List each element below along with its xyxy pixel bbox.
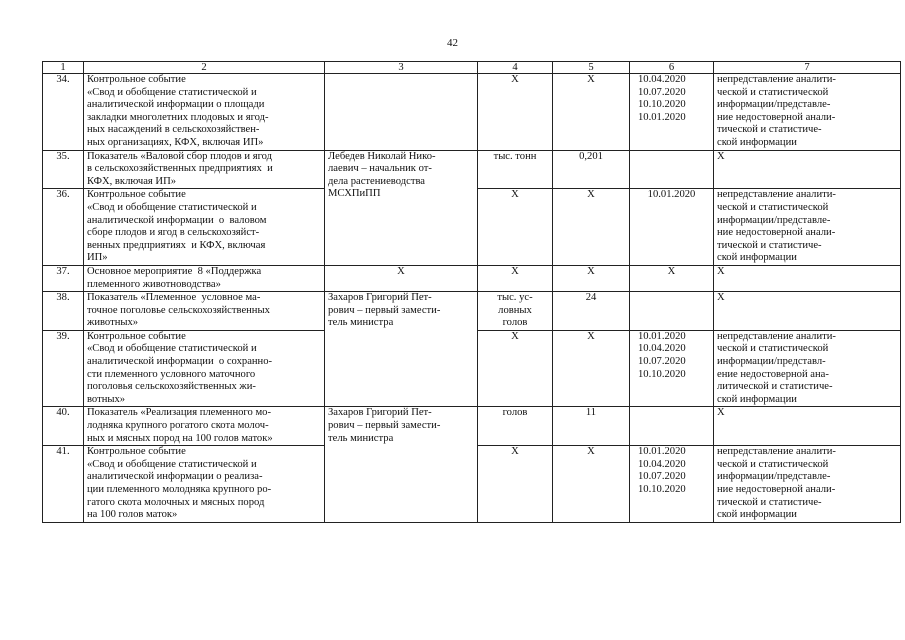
row-description: Показатель «Валовой сбор плодов и ягод в сельскохозяйственных предприятиях и КФХ, включая ИП» xyxy=(84,150,325,189)
row-responsible: Захаров Григорий Пет- рович – первый замести- тель министра xyxy=(325,407,478,522)
row-risk: X xyxy=(714,265,901,291)
table-row xyxy=(43,74,901,151)
table-row xyxy=(43,150,901,189)
row-description: Контрольное событие «Свод и обобщение статистической и аналитической информации о площади закладки многолетних плодовых и ягод- ных насаждений в сельскохозяйствен- ных организациях, КФХ, включая ИП» xyxy=(84,74,325,151)
page-number: 42 xyxy=(447,37,458,49)
row-number: 35. xyxy=(43,150,84,189)
row-dates xyxy=(630,150,714,189)
column-header: 2 xyxy=(84,62,325,74)
row-dates xyxy=(630,292,714,331)
row-number: 39. xyxy=(43,330,84,407)
row-description: Показатель «Племенное условное ма- точное поголовье сельскохозяйственных животных» xyxy=(84,292,325,331)
column-header: 3 xyxy=(325,62,478,74)
row-risk: непредставление аналити- ческой и статистической информации/представле- ние недостоверной анали- тической и статистиче- ской информации xyxy=(714,189,901,266)
column-header: 1 xyxy=(43,62,84,74)
row-risk: X xyxy=(714,292,901,331)
row-description: Показатель «Реализация племенного мо- лодняка крупного рогатого скота молоч- ных и мясных пород на 100 голов маток» xyxy=(84,407,325,446)
row-dates: X xyxy=(630,265,714,291)
row-description: Контрольное событие «Свод и обобщение статистической и аналитической информации о сохранно- сти племенного условного маточного поголовья сельскохозяйственных жи- вотных» xyxy=(84,330,325,407)
row-value: X xyxy=(553,446,630,523)
row-description: Контрольное событие «Свод и обобщение статистической и аналитической информации о реализа- ции племенного молодняка крупного ро- гатого скота молочных и мясных пород на 100 голов маток» xyxy=(84,446,325,523)
plan-table xyxy=(42,61,901,523)
row-number: 41. xyxy=(43,446,84,523)
row-responsible: Захаров Григорий Пет- рович – первый замести- тель министра xyxy=(325,292,478,407)
column-header: 5 xyxy=(553,62,630,74)
row-dates: 10.04.2020 10.07.2020 10.10.2020 10.01.2020 xyxy=(630,74,714,151)
column-header: 6 xyxy=(630,62,714,74)
row-description: Контрольное событие «Свод и обобщение статистической и аналитической информации о валовом сборе плодов и ягод в сельскохозяйст- венных предприятиях и КФХ, включая ИП» xyxy=(84,189,325,266)
row-risk: X xyxy=(714,150,901,189)
row-unit: X xyxy=(478,265,553,291)
row-dates xyxy=(630,407,714,446)
row-number: 34. xyxy=(43,74,84,151)
row-unit: X xyxy=(478,446,553,523)
header-row xyxy=(43,62,901,74)
table-row xyxy=(43,265,901,291)
row-dates: 10.01.2020 10.04.2020 10.07.2020 10.10.2020 xyxy=(630,446,714,523)
row-unit: X xyxy=(478,74,553,151)
row-value: X xyxy=(553,330,630,407)
row-value: 11 xyxy=(553,407,630,446)
row-value: 0,201 xyxy=(553,150,630,189)
row-dates: 10.01.2020 10.04.2020 10.07.2020 10.10.2020 xyxy=(630,330,714,407)
row-value: 24 xyxy=(553,292,630,331)
row-value: X xyxy=(553,189,630,266)
row-number: 36. xyxy=(43,189,84,266)
row-number: 38. xyxy=(43,292,84,331)
row-dates: 10.01.2020 xyxy=(630,189,714,266)
row-unit: X xyxy=(478,330,553,407)
row-number: 40. xyxy=(43,407,84,446)
row-value: X xyxy=(553,74,630,151)
row-unit: X xyxy=(478,189,553,266)
column-header: 4 xyxy=(478,62,553,74)
row-unit: голов xyxy=(478,407,553,446)
row-unit: тыс. ус- ловных голов xyxy=(478,292,553,331)
row-description: Основное мероприятие 8 «Поддержка племенного животноводства» xyxy=(84,265,325,291)
row-responsible xyxy=(325,74,478,151)
table-row xyxy=(43,292,901,331)
row-number: 37. xyxy=(43,265,84,291)
row-unit: тыс. тонн xyxy=(478,150,553,189)
row-risk: непредставление аналити- ческой и статистической информации/представле- ние недостоверной анали- тической и статистиче- ской информации xyxy=(714,74,901,151)
row-responsible: Лебедев Николай Нико- лаевич – начальник от- дела растениеводства МСХПиПП xyxy=(325,150,478,265)
row-value: X xyxy=(553,265,630,291)
row-responsible: X xyxy=(325,265,478,291)
column-header: 7 xyxy=(714,62,901,74)
table-row xyxy=(43,407,901,446)
row-risk: непредставление аналити- ческой и статистической информации/представл- ение недостоверной ана- литической и статистиче- ской информации xyxy=(714,330,901,407)
row-risk: X xyxy=(714,407,901,446)
row-risk: непредставление аналити- ческой и статистической информации/представле- ние недостоверной анали- тической и статистиче- ской информации xyxy=(714,446,901,523)
